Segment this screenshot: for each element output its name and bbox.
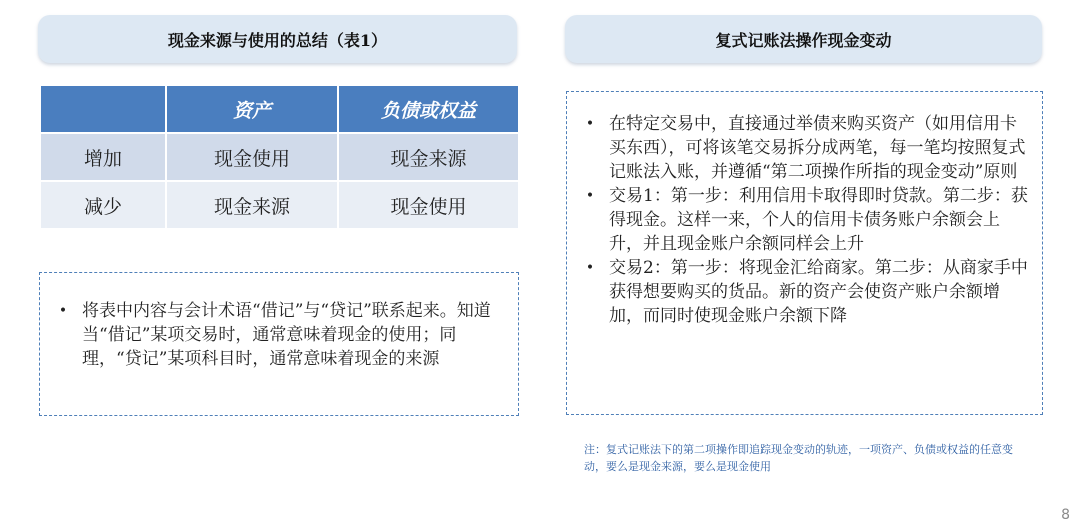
- bullet-text: 将表中内容与会计术语“借记”与“贷记”联系起来。知道当“借记”某项交易时，通常意味着现金的使用；同理，“贷记”某项科目时，通常意味着现金的来源: [82, 301, 491, 369]
- right-explanation-box: [566, 91, 1043, 415]
- list-item: [585, 256, 1028, 328]
- table-header-assets: 资产: [166, 85, 338, 133]
- page-number: 8: [1061, 507, 1070, 523]
- right-panel-title-text: 复式记账法操作现金变动: [715, 30, 892, 50]
- list-item: [58, 299, 502, 371]
- table-header-liabilities-equity: 负债或权益: [338, 85, 519, 133]
- row-label-increase: 增加: [40, 133, 166, 181]
- table-cell: 现金来源: [166, 181, 338, 229]
- table-header-cell-empty: [40, 85, 166, 133]
- table-row: [40, 181, 519, 229]
- bullet-icon: •: [585, 116, 595, 132]
- table-cell: 现金使用: [338, 181, 519, 229]
- right-bullet-list: [585, 112, 1028, 328]
- bullet-text: 交易2：第一步：将现金汇给商家。第二步：从商家手中获得想要购买的货品。新的资产会使资产账户余额增加，而同时使现金账户余额下降: [609, 258, 1028, 326]
- right-panel-title: [565, 15, 1042, 63]
- bullet-icon: •: [585, 260, 595, 276]
- left-panel-title-text: 现金来源与使用的总结（表1）: [167, 30, 388, 50]
- table-header-row: [40, 85, 519, 133]
- table-cell: 现金来源: [338, 133, 519, 181]
- table-row: [40, 133, 519, 181]
- footnote: 注：复式记账法下的第二项操作即追踪现金变动的轨迹，一项资产、负债或权益的任意变动，要么是现金来源，要么是现金使用: [584, 443, 1013, 473]
- left-explanation-box: [39, 272, 519, 416]
- list-item: [585, 184, 1028, 256]
- row-label-decrease: 减少: [40, 181, 166, 229]
- bullet-text: 交易1：第一步：利用信用卡取得即时贷款。第二步：获得现金。这样一来，个人的信用卡债务账户余额会上升，并且现金账户余额同样会上升: [609, 186, 1028, 254]
- bullet-icon: •: [585, 188, 595, 204]
- left-bullet-list: [58, 299, 502, 371]
- table-cell: 现金使用: [166, 133, 338, 181]
- bullet-text: 在特定交易中，直接通过举债来购买资产（如用信用卡买东西），可将该笔交易拆分成两笔，每一笔均按照复式记账法入账，并遵循“第二项操作所指的现金变动”原则: [609, 114, 1026, 182]
- list-item: [585, 112, 1028, 184]
- bullet-icon: •: [58, 303, 68, 319]
- cash-summary-table: [39, 84, 520, 230]
- left-panel-title: [38, 15, 517, 63]
